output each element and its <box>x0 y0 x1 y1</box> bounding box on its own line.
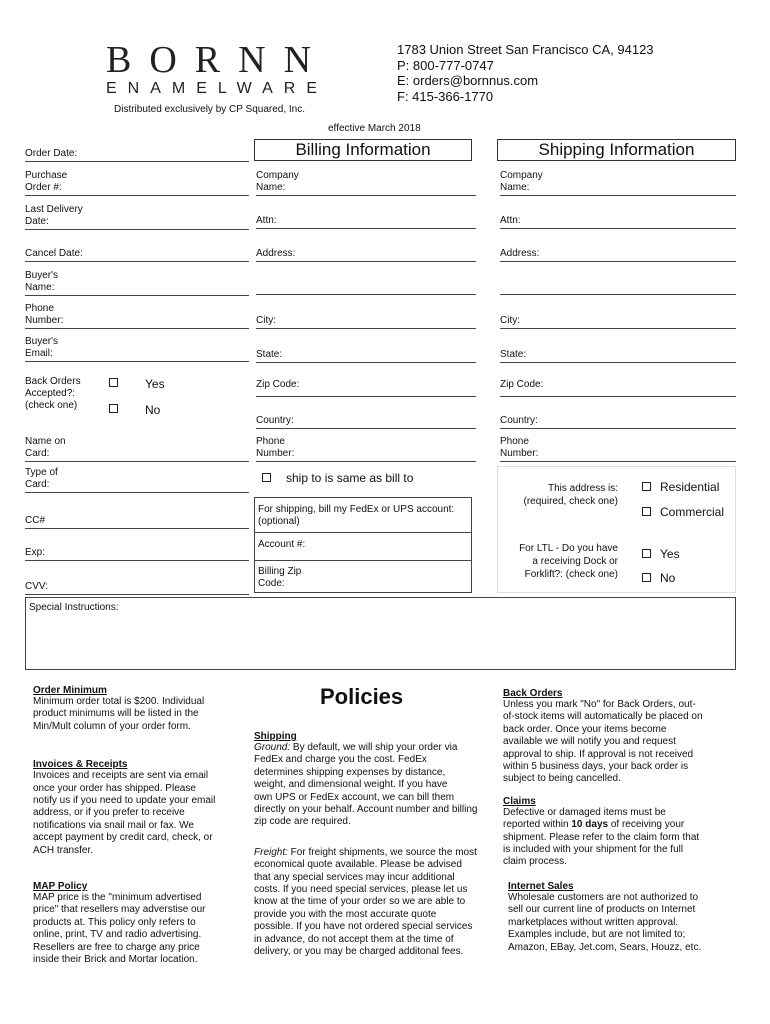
last-delivery-label-2: Date: <box>25 216 49 227</box>
back-orders-label-1: Back Orders <box>25 376 81 387</box>
freight-label: Freight: <box>254 846 288 858</box>
billing-attn-label: Attn: <box>256 215 277 226</box>
freight-line: costs. If you need special services, please let us <box>254 884 468 896</box>
claims-deadline: 10 days <box>571 819 609 831</box>
internet-sales-line: Wholesale customers are not authorized to <box>508 891 699 903</box>
billing-phone-field[interactable] <box>256 436 476 462</box>
ground-line: determines shipping expenses by distance, <box>254 766 446 778</box>
company-email: E: orders@bornnus.com <box>397 73 539 88</box>
ltl-question-3: Forklift?: (check one) <box>524 569 618 580</box>
name-on-card-field[interactable] <box>25 436 249 462</box>
back-orders-line: approval to ship. If approval is not received <box>503 748 694 760</box>
shipping-address-line-2[interactable] <box>500 294 736 295</box>
billing-address-line-2[interactable] <box>256 294 476 295</box>
ltl-question <box>498 542 618 581</box>
map-policy-line: online, print, TV and radio advertising. <box>33 929 202 941</box>
buyer-name-label-1: Buyer's <box>25 270 59 281</box>
buyer-email-field[interactable] <box>25 336 249 362</box>
claims-line: claim process. <box>503 856 567 868</box>
po-label-2: Order #: <box>25 182 62 193</box>
invoices-line: notifications via snail mail or fax. We <box>33 819 194 831</box>
invoices-line: Invoices and receipts are sent via email <box>33 770 209 782</box>
company-phone: P: 800-777-0747 <box>397 57 494 73</box>
internet-sales-line: sell our current line of products on Internet <box>508 904 696 916</box>
card-type-label-1: Type of <box>25 467 58 478</box>
shipping-address-label: Address: <box>500 248 540 259</box>
order-minimum-line: product minimums will be listed in the <box>33 708 199 720</box>
carrier-divider-2 <box>255 560 471 561</box>
internet-sales-line: Examples include, but are not limited to; <box>508 929 686 941</box>
freight-text <box>254 847 496 959</box>
back-orders-no-label: No <box>145 403 161 417</box>
cancel-date-field[interactable] <box>25 248 249 262</box>
contact-block <box>397 42 654 104</box>
cancel-date-label: Cancel Date: <box>25 248 83 259</box>
freight-line: For freight shipments, we source the most <box>287 846 477 858</box>
back-orders-line: subject to being cancelled. <box>503 773 621 785</box>
name-on-card-label-1: Name on <box>25 436 66 447</box>
billing-address-label: Address: <box>256 248 296 259</box>
invoices-line: address, or if you prefer to receive <box>33 807 185 819</box>
freight-line: economical quote available. Please be advised <box>254 859 462 871</box>
billing-company-label-2: Name: <box>256 182 286 193</box>
billing-address-field[interactable] <box>256 248 476 262</box>
ground-line: FedEx and charge you the cost. FedEx <box>254 754 427 766</box>
claims-line: Defective or damaged items must be <box>503 806 666 818</box>
policies-middle-column <box>254 731 496 959</box>
back-orders-yes-checkbox[interactable] <box>109 378 118 387</box>
freight-line: provide you with the most accurate quote <box>254 908 437 920</box>
freight-line: that any special services may incur additional <box>254 871 455 883</box>
ltl-no-checkbox[interactable] <box>642 573 651 582</box>
policies-left-column <box>33 685 238 967</box>
ground-line: zip code are required. <box>254 816 351 828</box>
ground-line: weight, and dimensional weight. If you have <box>254 779 448 791</box>
last-delivery-label-1: Last Delivery <box>25 204 83 215</box>
carrier-account-label-2: (optional) <box>258 516 300 527</box>
company-address: 1783 Union Street San Francisco CA, 94123 <box>397 42 654 57</box>
po-field[interactable] <box>25 170 249 196</box>
map-policy-line: MAP price is the "minimum advertised <box>33 892 202 904</box>
billing-zip-code-label-1: Billing Zip <box>258 566 302 577</box>
back-orders-line: of-stock items will automatically be placed on <box>503 711 703 723</box>
ground-label: Ground: <box>254 742 291 753</box>
cc-field[interactable] <box>25 515 249 529</box>
billing-zip-code-label-2: Code: <box>258 578 285 589</box>
billing-country-field[interactable] <box>256 415 476 429</box>
ltl-yes-checkbox[interactable] <box>642 549 651 558</box>
invoices-line: ACH transfer. <box>33 844 94 856</box>
billing-phone-label-2: Number: <box>256 448 295 459</box>
shipping-company-label-1: Company <box>500 170 543 181</box>
billing-title: Billing Information <box>254 139 472 161</box>
billing-company-label-1: Company <box>256 170 299 181</box>
buyer-email-label-2: Email: <box>25 348 53 359</box>
ground-line: own UPS or FedEx account, we can bill them <box>254 791 455 803</box>
billing-zip-field[interactable] <box>256 379 476 397</box>
internet-sales-heading: Internet Sales <box>508 880 574 892</box>
effective-date: effective March 2018 <box>328 123 421 134</box>
claims-line: shipment. Please refer to the claim form that <box>503 831 700 843</box>
card-type-label-2: Card: <box>25 479 50 490</box>
shipping-attn-label: Attn: <box>500 215 521 226</box>
billing-state-label: State: <box>256 349 283 360</box>
ltl-no-label: No <box>660 571 676 585</box>
billing-company-field[interactable] <box>256 170 476 196</box>
ltl-yes-label: Yes <box>660 547 680 561</box>
account-number-label: Account #: <box>258 539 306 550</box>
shipping-city-label: City: <box>500 315 520 326</box>
policies-right-column <box>503 688 728 954</box>
same-as-billing-label: ship to is same as bill to <box>286 471 414 485</box>
billing-phone-label-1: Phone <box>256 436 285 447</box>
commercial-label: Commercial <box>660 505 725 519</box>
back-orders-line: back order. Once your items become <box>503 723 667 735</box>
claims-line: is included with your shipment for the full <box>503 844 684 856</box>
invoices-line: accept payment by credit card, check, or <box>33 832 213 844</box>
ground-line: By default, we will ship your order via <box>290 742 458 753</box>
back-orders-text <box>503 699 728 786</box>
cvv-field[interactable] <box>25 581 249 595</box>
address-type-question-1: This address is: <box>547 483 618 494</box>
buyer-email-label-1: Buyer's <box>25 336 59 347</box>
back-orders-label-2: Accepted?: <box>25 388 76 399</box>
ground-line: directly on your behalf. Account number and billing <box>254 804 478 816</box>
order-date-label: Order Date: <box>25 148 78 159</box>
account-number-field[interactable] <box>258 539 305 550</box>
distributor-note: Distributed exclusively by CP Squared, Inc. <box>114 104 306 115</box>
shipping-phone-label-1: Phone <box>500 436 529 447</box>
back-orders-line: available we will notify you and request <box>503 736 676 748</box>
shipping-country-field[interactable] <box>500 415 736 429</box>
policies-title: Policies <box>320 684 404 709</box>
map-policy-text <box>33 892 238 966</box>
po-label-1: Purchase <box>25 170 68 181</box>
map-policy-heading: MAP Policy <box>33 881 88 893</box>
buyer-name-label-2: Name: <box>25 282 55 293</box>
cc-label: CC# <box>25 515 46 526</box>
back-orders-no-checkbox[interactable] <box>109 404 118 413</box>
shipping-zip-label: Zip Code: <box>500 379 544 390</box>
exp-field[interactable] <box>25 547 249 561</box>
invoices-text <box>33 770 238 857</box>
shipping-title: Shipping Information <box>497 139 736 161</box>
billing-city-label: City: <box>256 315 276 326</box>
address-type-question <box>498 482 618 508</box>
billing-city-field[interactable] <box>256 315 476 329</box>
back-orders-line: Unless you mark "No" for Back Orders, out- <box>503 699 696 710</box>
card-type-field[interactable] <box>25 467 249 493</box>
map-policy-line: products at. This policy only refers to <box>33 916 196 928</box>
order-minimum-heading: Order Minimum <box>33 685 107 696</box>
brand-logo-subtitle: ENAMELWARE <box>106 80 329 97</box>
claims-text <box>503 807 728 869</box>
order-minimum-line: Minimum order total is $200. Individual <box>33 696 205 707</box>
commercial-checkbox[interactable] <box>642 507 651 516</box>
invoices-heading: Invoices & Receipts <box>33 759 128 771</box>
internet-sales-text <box>508 892 728 954</box>
shipping-city-field[interactable] <box>500 315 736 329</box>
last-delivery-field[interactable] <box>25 204 249 230</box>
shipping-country-label: Country: <box>500 415 538 426</box>
internet-sales-line: marketplaces without written approval. <box>508 916 679 928</box>
order-minimum-line: Min/Mult column of your order form. <box>33 720 191 732</box>
company-fax: F: 415-366-1770 <box>397 88 494 104</box>
name-on-card-label-2: Card: <box>25 448 50 459</box>
freight-line: possible. If you have not ordered special services <box>254 921 473 933</box>
order-date-field[interactable] <box>25 148 249 162</box>
shipping-company-label-2: Name: <box>500 182 530 193</box>
residential-label: Residential <box>660 480 720 494</box>
buyer-name-field[interactable] <box>25 270 249 296</box>
map-policy-line: price" that resellers may adverstise our <box>33 904 206 916</box>
claims-line: of receiving your <box>608 819 685 831</box>
address-type-question-2: (required, check one) <box>523 496 618 507</box>
billing-attn-field[interactable] <box>256 215 476 229</box>
map-policy-line: inside their Brick and Mortar location. <box>33 954 198 966</box>
carrier-account-label <box>258 504 454 528</box>
internet-sales-line: Amazon, EBay, Jet.com, Sears, Houzz, etc. <box>508 941 702 953</box>
shipping-address-field[interactable] <box>500 248 736 262</box>
billing-state-field[interactable] <box>256 349 476 363</box>
shipping-attn-field[interactable] <box>500 215 736 229</box>
phone-label-1: Phone <box>25 303 54 314</box>
billing-zip-code-field[interactable] <box>258 566 301 590</box>
residential-checkbox[interactable] <box>642 482 651 491</box>
invoices-line: notify us if you need to update your email <box>33 795 216 807</box>
shipping-company-field[interactable] <box>500 170 736 196</box>
freight-line: know at the time of your order so we are able to <box>254 896 466 908</box>
billing-country-label: Country: <box>256 415 294 426</box>
special-instructions-label: Special Instructions: <box>29 602 119 613</box>
back-orders-heading: Back Orders <box>503 688 563 699</box>
special-instructions-box[interactable] <box>25 597 736 670</box>
shipping-phone-label-2: Number: <box>500 448 539 459</box>
same-as-billing-checkbox[interactable] <box>262 473 271 482</box>
carrier-account-label-1: For shipping, bill my FedEx or UPS account: <box>258 504 455 515</box>
brand-logo: BORNN <box>106 39 330 81</box>
back-orders-line: within 5 business days, your back order is <box>503 761 689 773</box>
billing-zip-label: Zip Code: <box>256 379 300 390</box>
shipping-state-field[interactable] <box>500 349 736 363</box>
ground-text <box>254 742 496 829</box>
back-orders-label-3: (check one) <box>25 400 78 411</box>
invoices-line: once your order has shipped. Please <box>33 782 196 794</box>
shipping-policy-heading: Shipping <box>254 731 297 742</box>
exp-label: Exp: <box>25 547 46 558</box>
phone-label-2: Number: <box>25 315 64 326</box>
cvv-label: CVV: <box>25 581 48 592</box>
ltl-question-2: a receiving Dock or <box>532 556 618 567</box>
shipping-options-box <box>497 466 736 593</box>
back-orders-label <box>25 376 81 412</box>
carrier-account-box <box>254 497 472 593</box>
map-policy-line: Resellers are free to charge any price <box>33 941 200 953</box>
freight-line: in advance, do not accept them at the time of <box>254 933 454 945</box>
claims-line: reported within <box>503 819 572 831</box>
ltl-question-1: For LTL - Do you have <box>519 543 618 554</box>
order-minimum-text <box>33 696 238 733</box>
carrier-divider <box>255 532 471 533</box>
phone-field[interactable] <box>25 303 249 329</box>
shipping-zip-field[interactable] <box>500 379 736 397</box>
shipping-phone-field[interactable] <box>500 436 736 462</box>
claims-heading: Claims <box>503 795 536 807</box>
back-orders-yes-label: Yes <box>145 377 165 391</box>
freight-line: delivery, or you may be charged additonal fees. <box>254 946 464 958</box>
shipping-state-label: State: <box>500 349 527 360</box>
